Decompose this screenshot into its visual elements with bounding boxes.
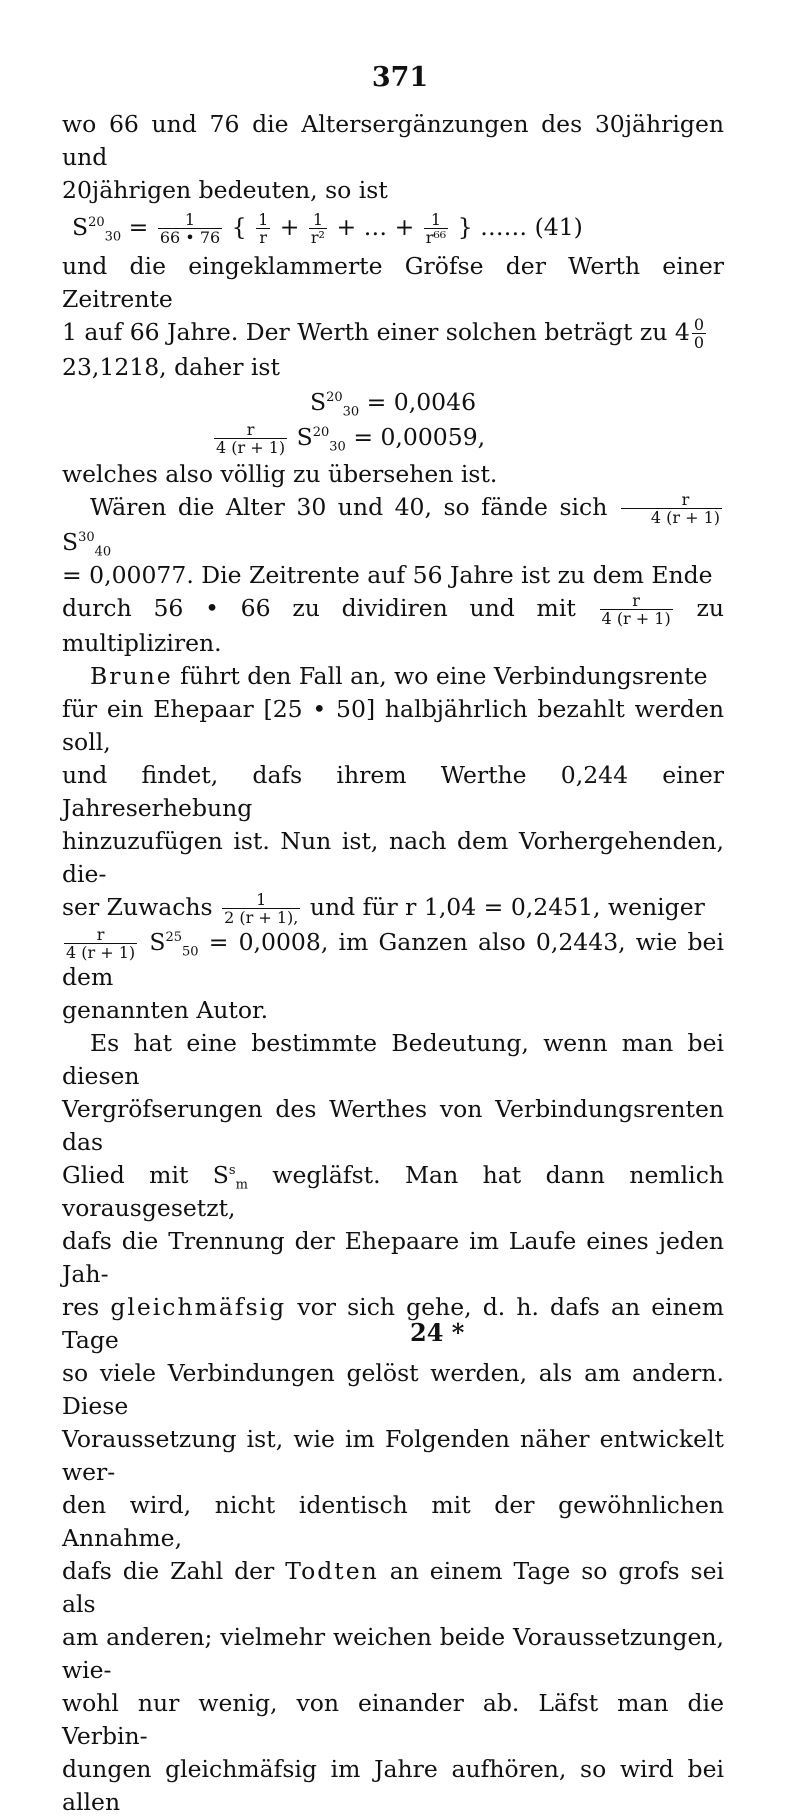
line: Es hat eine bestimmte Bedeutung, wenn man bei diesen	[62, 1029, 724, 1090]
line: dafs die Zahl der Todten an einem Tage so grofs sei als	[62, 1557, 724, 1618]
equation: $S^{20}_{30} = 0,0046$	[309, 388, 477, 420]
line: durch 56 • 66 zu dividiren und mit $\frac{r}{4 (r + 1)}$ zu multipliziren.	[62, 591, 724, 657]
equation-41: $S^{20}_{30}$ = $\frac{1}{66 • 76}$ { $\frac{1}{r}$ + $\frac{1}{\text{r²}}$ + … + $\frac{1}{\text{r⁶⁶}}$ } …… (41)	[72, 210, 583, 247]
line: Brune führt den Fall an, wo eine Verbindungsrente	[90, 662, 708, 690]
line: hinzuzufügen ist. Nun ist, nach dem Vorhergehenden, die-	[62, 827, 724, 888]
signature-mark: 24 *	[410, 1318, 465, 1347]
line: für ein Ehepaar [25 • 50] halbjährlich bezahlt werden soll,	[62, 695, 724, 756]
equation-label: (41)	[534, 213, 583, 241]
line: Voraussetzung ist, wie im Folgenden näher entwickelt wer-	[62, 1425, 724, 1486]
line: 20jährigen bedeuten, so ist	[62, 176, 388, 204]
line: = 0,00077. Die Zeitrente auf 56 Jahre ist zu dem Ende	[62, 561, 713, 589]
line: res gleichmäfsig vor sich gehe, d. h. dafs an einem Tage	[62, 1293, 724, 1354]
line: dungen gleichmäfsig im Jahre aufhören, so wird bei allen	[62, 1755, 724, 1816]
line: so viele Verbindungen gelöst werden, als am andern. Diese	[62, 1359, 724, 1420]
line: welches also völlig zu übersehen ist.	[62, 460, 498, 488]
line: und findet, dafs ihrem Werthe 0,244 einer Jahreserhebung	[62, 761, 724, 822]
line: 23,1218, daher ist	[62, 353, 280, 381]
line: Glied mit $S^s_m$ wegläfst. Man hat dann nemlich vorausgesetzt,	[62, 1161, 724, 1222]
line: wo 66 und 76 die Altersergänzungen des 30jährigen und	[62, 110, 724, 171]
line: genannten Autor.	[62, 996, 269, 1024]
body-text	[62, 108, 724, 1819]
page-number: 371	[371, 62, 429, 93]
line: am anderen; vielmehr weichen beide Voraussetzungen, wie-	[62, 1623, 724, 1684]
equation: $\frac{r}{4 (r + 1)}$ $S^{20}_{30} = 0,00059$,	[216, 420, 486, 457]
line: 1 auf 66 Jahre. Der Werth einer solchen beträgt zu 4 $\frac{0}{0}$	[62, 315, 705, 352]
line: ser Zuwachs $\frac{1}{2 (r + 1),}$ und für r 1,04 = 0,2451, weniger	[62, 890, 705, 927]
line: Vergröfserungen des Werthes von Verbindungsrenten das	[62, 1095, 724, 1156]
line: $\frac{r}{4 (r + 1)}$ $S^{25}_{50} = 0,0008$, im Ganzen also 0,2443, wie bei dem	[62, 925, 724, 991]
line: und die eingeklammerte Gröfse der Werth einer Zeitrente	[62, 252, 724, 313]
line: Wären die Alter 30 und 40, so fände sich $\frac{r}{4 (r + 1)}$ $S^{30}_{40}$	[62, 490, 720, 560]
line: wohl nur wenig, von einander ab. Läfst man die Verbin-	[62, 1689, 724, 1750]
line: dafs die Trennung der Ehepaare im Laufe eines jeden Jah-	[62, 1227, 724, 1288]
author-name: Brune	[90, 662, 173, 690]
line: den wird, nicht identisch mit der gewöhnlichen Annahme,	[62, 1491, 724, 1552]
